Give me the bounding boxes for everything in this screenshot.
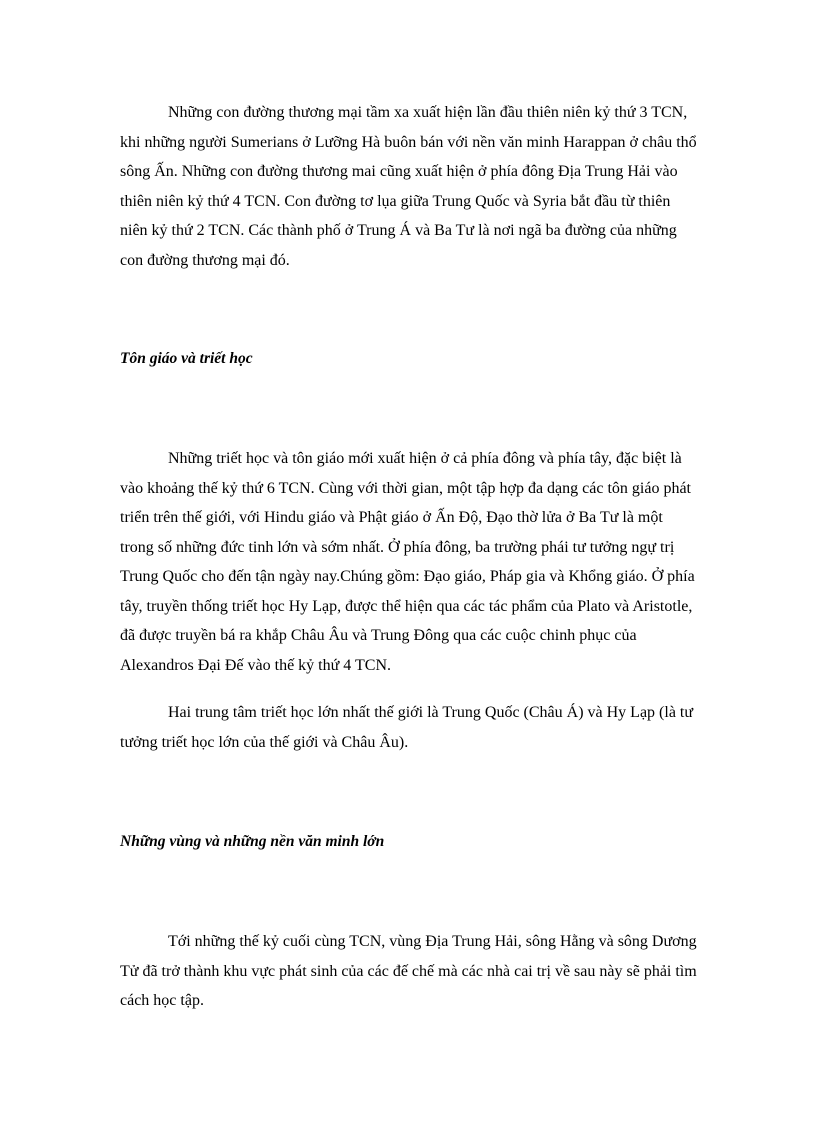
section-heading-regions-civilizations: Những vùng và những nền văn minh lớn bbox=[120, 833, 385, 850]
paragraph-empires: Tới những thế kỷ cuối cùng TCN, vùng Địa Trung Hải, sông Hằng và sông Dương Tử đã trở thành khu vực phát sinh của các đế chế mà các nhà cai trị về sau này sẽ phải tìm cách học tập. bbox=[120, 933, 697, 1009]
paragraph-philosophy-centers: Hai trung tâm triết học lớn nhất thế giới là Trung Quốc (Châu Á) và Hy Lạp (là tư tưởng triết học lớn của thế giới và Châu Âu). bbox=[120, 704, 694, 751]
paragraph-trade-routes: Những con đường thương mại tầm xa xuất hiện lần đầu thiên niên kỷ thứ 3 TCN, khi những người Sumerians ở Lưỡng Hà buôn bán với nền văn minh Harappan ở châu thổ sông Ấn. Những con đường thương mai cũng xuất hiện ở phía đông Địa Trung Hải vào thiên niên kỷ thứ 4 TCN. Con đường tơ lụa giữa Trung Quốc và Syria bắt đầu từ thiên niên kỷ thứ 2 TCN. Các thành phố ở Trung Á và Ba Tư là nơi ngã ba đường của những con đường thương mại đó. bbox=[120, 104, 697, 269]
section-heading-religion-philosophy: Tôn giáo và triết học bbox=[120, 350, 253, 367]
paragraph-religions-philosophies: Những triết học và tôn giáo mới xuất hiện ở cả phía đông và phía tây, đặc biệt là vào khoảng thế kỷ thứ 6 TCN. Cùng với thời gian, một tập hợp đa dạng các tôn giáo phát triển trên thế giới, với Hindu giáo và Phật giáo ở Ấn Độ, Đạo thờ lửa ở Ba Tư là một trong số những đức tinh lớn và sớm nhất. Ở phía đông, ba trường phái tư tưởng ngự trị Trung Quốc cho đến tận ngày nay.Chúng gồm: Đạo giáo, Pháp gia và Khổng giáo. Ở phía tây, truyền thống triết học Hy Lạp, được thể hiện qua các tác phẩm của Plato và Aristotle, đã được truyền bá ra khắp Châu Âu và Trung Đông qua các cuộc chinh phục của Alexandros Đại Đế vào thế kỷ thứ 4 TCN. bbox=[120, 450, 695, 674]
